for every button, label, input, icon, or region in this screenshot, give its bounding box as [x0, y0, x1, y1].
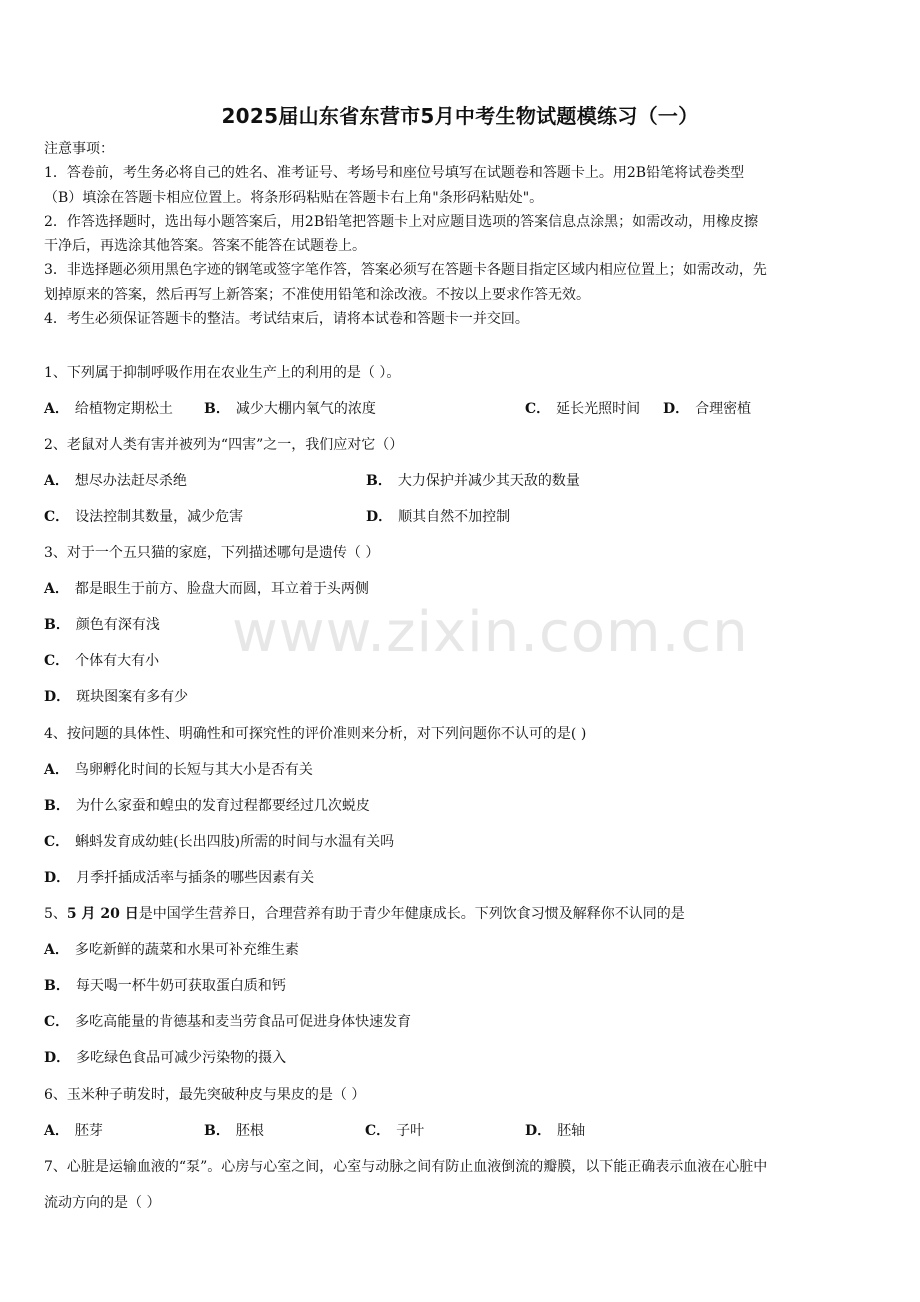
question-1-options — [44, 398, 884, 418]
option-b: B． 胚根 — [204, 1123, 264, 1139]
option-d: D． 多吃绿色食品可减少污染物的摄入 — [44, 1050, 287, 1066]
question-5-stem: 5、5 月 20 日是中国学生营养日，合理营养有助于青少年健康成长。下列饮食习惯及解释你不认同的是 — [44, 906, 685, 922]
option-a: A． 胚芽 — [44, 1123, 103, 1139]
option-c: C． 延长光照时间 — [525, 401, 641, 417]
notice-line: 1．答卷前，考生务必将自己的姓名、准考证号、考场号和座位号填写在试题卷和答题卡上。用2B铅笔将试卷类型 — [44, 165, 745, 182]
option-c: C． 蝌蚪发育成幼蛙(长出四肢)所需的时间与水温有关吗 — [44, 834, 395, 850]
option-b: B． 为什么家蚕和蝗虫的发育过程都要经过几次蜕皮 — [44, 798, 370, 814]
option-b: B． 大力保护并减少其天敌的数量 — [366, 473, 580, 489]
option-b: B． 每天喝一杯牛奶可获取蛋白质和钙 — [44, 978, 286, 994]
notice-line: 2．作答选择题时，选出每小题答案后，用2B铅笔把答题卡上对应题目选项的答案信息点涂黑；如需改动，用橡皮擦 — [44, 213, 759, 230]
question-2-options — [44, 506, 884, 526]
option-a: A． 想尽办法赶尽杀绝 — [44, 473, 187, 489]
question-2-options — [44, 470, 884, 490]
notice-line: 3．非选择题必须用黑色字迹的钢笔或签字笔作答，答案必须写在答题卡各题目指定区域内相应位置上；如需改动，先 — [44, 262, 767, 279]
option-c: C． 设法控制其数量，减少危害 — [44, 509, 244, 525]
notice-line: 划掉原来的答案，然后再写上新答案；不准使用铅笔和涂改液。不按以上要求作答无效。 — [44, 286, 590, 303]
question-6-options — [44, 1120, 884, 1140]
option-d: D． 顺其自然不加控制 — [366, 509, 511, 525]
notice-section — [44, 137, 884, 331]
option-c: C． 个体有大有小 — [44, 653, 160, 669]
notice-line: 干净后，再选涂其他答案。答案不能答在试题卷上。 — [44, 238, 366, 255]
question-7-stem: 7、心脏是运输血液的“泵”。心房与心室之间，心室与动脉之间有防止血液倒流的瓣膜，以下能正确表示血液在心脏中 — [44, 1159, 768, 1175]
option-b: B． 颜色有深有浅 — [44, 617, 160, 633]
question-1-stem: 1、下列属于抑制呼吸作用在农业生产上的利用的是（ ）。 — [44, 365, 401, 381]
notice-line: （B）填涂在答题卡相应位置上。将条形码粘贴在答题卡右上角"条形码粘贴处"。 — [44, 189, 544, 206]
option-d: D． 合理密植 — [663, 401, 752, 417]
option-a: A． 都是眼生于前方、脸盘大而圆，耳立着于头两侧 — [44, 581, 369, 597]
option-d: D． 胚轴 — [525, 1123, 586, 1139]
question-4-stem: 4、按问题的具体性、明确性和可探究性的评价准则来分析，对下列问题你不认可的是( ) — [44, 726, 587, 742]
watermark: www.zixin.com.cn — [232, 600, 749, 665]
option-a: A． 多吃新鲜的蔬菜和水果可补充维生素 — [44, 942, 299, 958]
question-3-stem: 3、对于一个五只猫的家庭，下列描述哪句是遗传（ ） — [44, 545, 380, 561]
option-b: B． 减少大棚内氧气的浓度 — [204, 401, 376, 417]
question-7-stem-continued: 流动方向的是（ ） — [44, 1195, 161, 1211]
option-d: D． 月季扦插成活率与插条的哪些因素有关 — [44, 870, 315, 886]
option-a: A． 鸟卵孵化时间的长短与其大小是否有关 — [44, 762, 313, 778]
option-a: A． 给植物定期松土 — [44, 401, 173, 417]
notice-line: 4．考生必须保证答题卡的整洁。考试结束后，请将本试卷和答题卡一并交回。 — [44, 311, 529, 328]
option-c: C． 多吃高能量的肯德基和麦当劳食品可促进身体快速发育 — [44, 1014, 412, 1030]
question-2-stem: 2、老鼠对人类有害并被列为“四害”之一，我们应对它（） — [44, 437, 404, 453]
option-d: D． 斑块图案有多有少 — [44, 689, 189, 705]
option-c: C． 子叶 — [365, 1123, 425, 1139]
question-6-stem: 6、玉米种子萌发时，最先突破种皮与果皮的是（ ） — [44, 1087, 366, 1103]
notice-heading: 注意事项： — [44, 141, 114, 157]
page-title: 2025届山东省东营市5月中考生物试题模练习（一） — [221, 104, 699, 128]
